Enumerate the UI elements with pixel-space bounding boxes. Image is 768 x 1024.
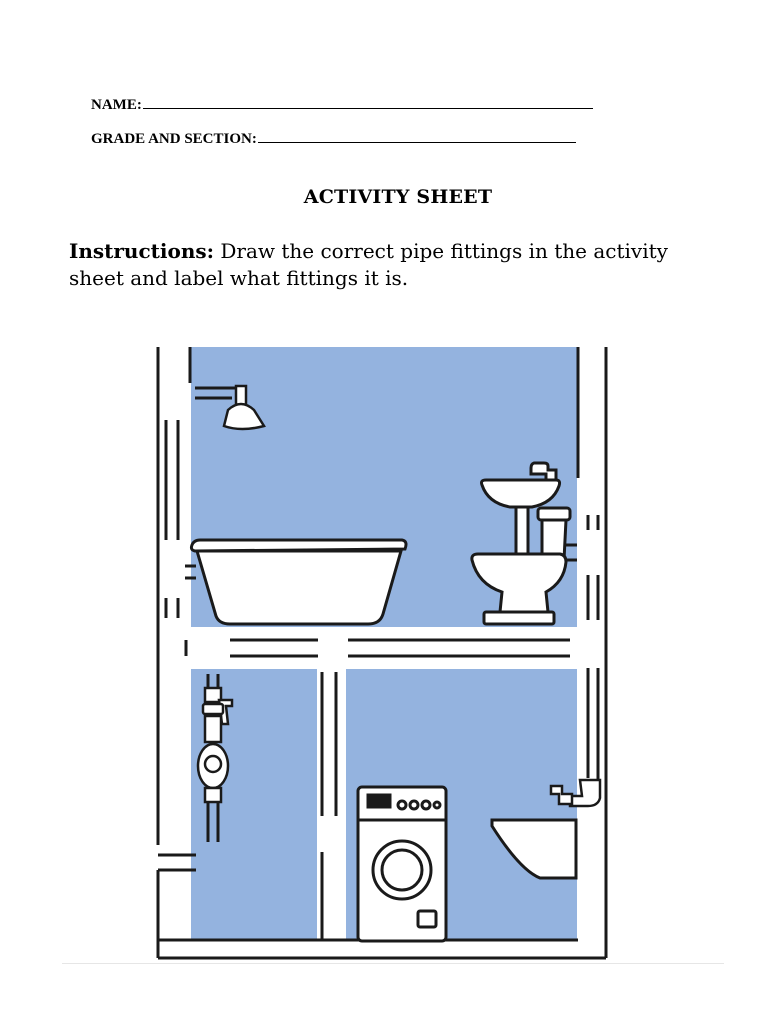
- instructions-lead: Instructions:: [69, 239, 215, 263]
- page-bottom-rule: [62, 963, 724, 964]
- bathtub-icon: [191, 540, 406, 624]
- washing-machine-icon: [358, 787, 446, 941]
- instructions-text: Draw the correct pipe fittings in the activity sheet and label what fittings it is.: [69, 239, 668, 290]
- name-label: NAME:: [91, 97, 142, 113]
- grade-section-label: GRADE AND SECTION:: [91, 131, 257, 147]
- sheet-title: ACTIVITY SHEET: [303, 186, 493, 208]
